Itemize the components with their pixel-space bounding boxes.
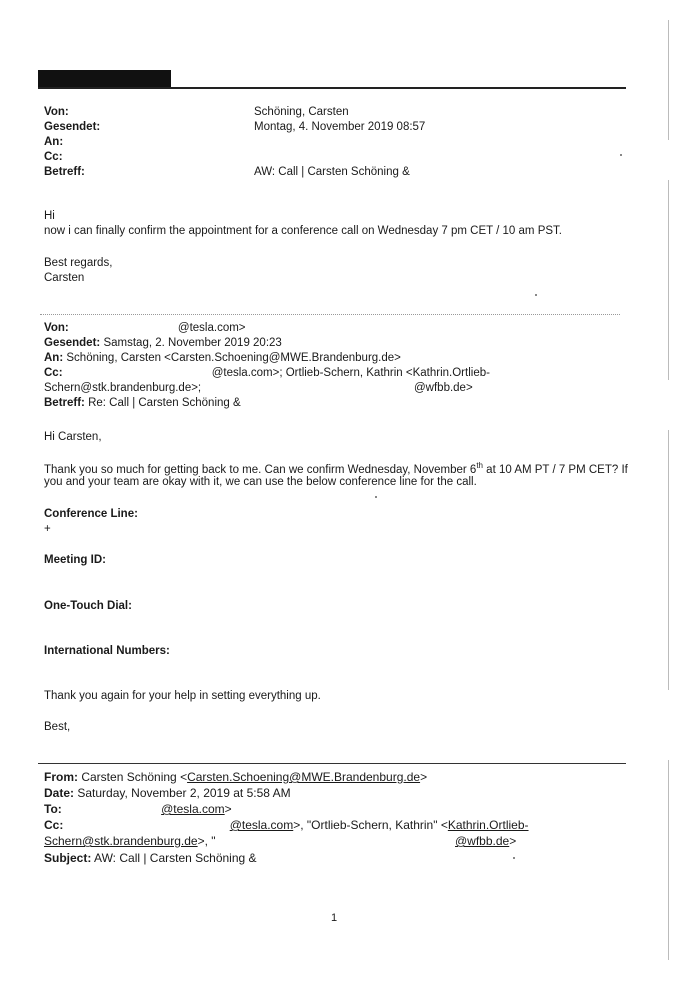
header2-subject-value: Re: Call | Carsten Schöning & xyxy=(88,397,241,409)
body1-line1: now i can finally confirm the appointment for a conference call on Wednesday 7 pm CET / 10 am PST. xyxy=(44,225,562,237)
one-touch-label: One-Touch Dial: xyxy=(44,600,132,612)
header3-from xyxy=(44,770,427,784)
header-rule xyxy=(38,87,626,89)
separator-dotted xyxy=(40,314,620,315)
header3-cc-end: > xyxy=(509,834,517,848)
header2-from-value: @tesla.com> xyxy=(177,322,246,334)
header3-to xyxy=(44,802,232,816)
header2-cc-line2b: @wfbb.de> xyxy=(414,382,473,394)
label-sent: Gesendet: xyxy=(44,121,101,133)
label-to: An: xyxy=(44,136,64,148)
body2-closing: Best, xyxy=(44,721,71,733)
header3-subject xyxy=(44,851,257,865)
scan-speck xyxy=(620,154,622,156)
header2-cc-line2a: Schern@stk.brandenburg.de>; xyxy=(44,382,202,394)
header2-to xyxy=(44,352,401,364)
header3-date-value: Saturday, November 2, 2019 at 5:58 AM xyxy=(77,786,291,800)
scan-edge-line xyxy=(668,430,669,690)
header3-cc-email2b-link[interactable]: Schern@stk.brandenburg.de xyxy=(44,834,198,848)
header2-from xyxy=(44,322,246,334)
conference-line-label: Conference Line: xyxy=(44,508,138,520)
body1-greeting: Hi xyxy=(44,210,55,222)
header3-date xyxy=(44,786,291,800)
body2-line1 xyxy=(44,461,628,476)
label-date3: Date: xyxy=(44,786,75,800)
subject-value: AW: Call | Carsten Schöning & xyxy=(254,166,410,178)
body2-greeting: Hi Carsten, xyxy=(44,431,102,443)
from-value: Schöning, Carsten xyxy=(254,106,349,118)
header3-from-email-link[interactable]: Carsten.Schoening@MWE.Brandenburg.de xyxy=(187,770,421,784)
header3-to-end: > xyxy=(224,802,232,816)
header3-to-email-link[interactable]: @tesla.com xyxy=(161,802,225,816)
label-cc: Cc: xyxy=(44,151,63,163)
header2-subject xyxy=(44,397,241,409)
scan-edge-line xyxy=(668,180,669,380)
label-subject: Betreff: xyxy=(44,166,85,178)
header3-from-end: > xyxy=(420,770,428,784)
sent-value: Montag, 4. November 2019 08:57 xyxy=(254,121,426,133)
scan-speck xyxy=(513,857,515,859)
header3-cc-line2 xyxy=(44,834,216,848)
quote-rule xyxy=(38,763,626,764)
label-cc3: Cc: xyxy=(44,818,64,832)
conference-line-value: + xyxy=(44,523,51,535)
body2-line1-post: at 10 AM PT / 7 PM CET? If xyxy=(482,463,628,476)
body2-thanks: Thank you again for your help in setting everything up. xyxy=(44,690,321,702)
header3-cc-line1 xyxy=(44,818,529,832)
label-an: An: xyxy=(44,352,64,364)
meeting-id-label: Meeting ID: xyxy=(44,554,106,566)
international-label: International Numbers: xyxy=(44,645,170,657)
redaction-bar xyxy=(38,70,171,88)
page-number: 1 xyxy=(331,912,338,924)
header3-cc-email1-link[interactable]: @tesla.com xyxy=(229,818,294,832)
label-gesendet: Gesendet: xyxy=(44,337,101,349)
scan-edge-line xyxy=(668,760,669,960)
label-from3: From: xyxy=(44,770,78,784)
header3-subject-value: AW: Call | Carsten Schöning & xyxy=(94,851,257,865)
header3-cc-email2a-link[interactable]: Kathrin.Ortlieb- xyxy=(447,818,529,832)
header3-cc-mid2: >, " xyxy=(197,834,216,848)
scan-speck xyxy=(535,294,537,296)
label-betreff: Betreff: xyxy=(44,397,85,409)
header3-cc-mid: >, "Ortlieb-Schern, Kathrin" < xyxy=(293,818,448,832)
header2-sent xyxy=(44,337,282,349)
body1-name: Carsten xyxy=(44,272,85,284)
header2-sent-value: Samstag, 2. November 2019 20:23 xyxy=(103,337,282,349)
label-von: Von: xyxy=(44,322,69,334)
body2-line2: you and your team are okay with it, we can use the below conference line for the call. xyxy=(44,476,477,488)
label-cc2: Cc: xyxy=(44,367,63,379)
label-subject3: Subject: xyxy=(44,851,92,865)
header3-from-name: Carsten Schöning < xyxy=(81,770,188,784)
label-from: Von: xyxy=(44,106,69,118)
body1-regards: Best regards, xyxy=(44,257,113,269)
header3-cc-line2-end xyxy=(455,834,516,848)
scan-speck xyxy=(375,496,377,498)
body2-line1-sup: th xyxy=(476,461,483,470)
header2-to-value: Schöning, Carsten <Carsten.Schoening@MWE.Brandenburg.de> xyxy=(66,352,401,364)
scan-edge-line xyxy=(668,20,669,140)
label-to3: To: xyxy=(44,802,62,816)
header3-cc-email3-link[interactable]: @wfbb.de xyxy=(455,834,510,848)
body2-line1-pre: Thank you so much for getting back to me. Can we confirm Wednesday, November 6 xyxy=(44,463,477,476)
header2-cc-value1: @tesla.com>; Ortlieb-Schern, Kathrin <Kathrin.Ortlieb- xyxy=(211,367,490,379)
header2-cc-line1 xyxy=(44,367,490,379)
